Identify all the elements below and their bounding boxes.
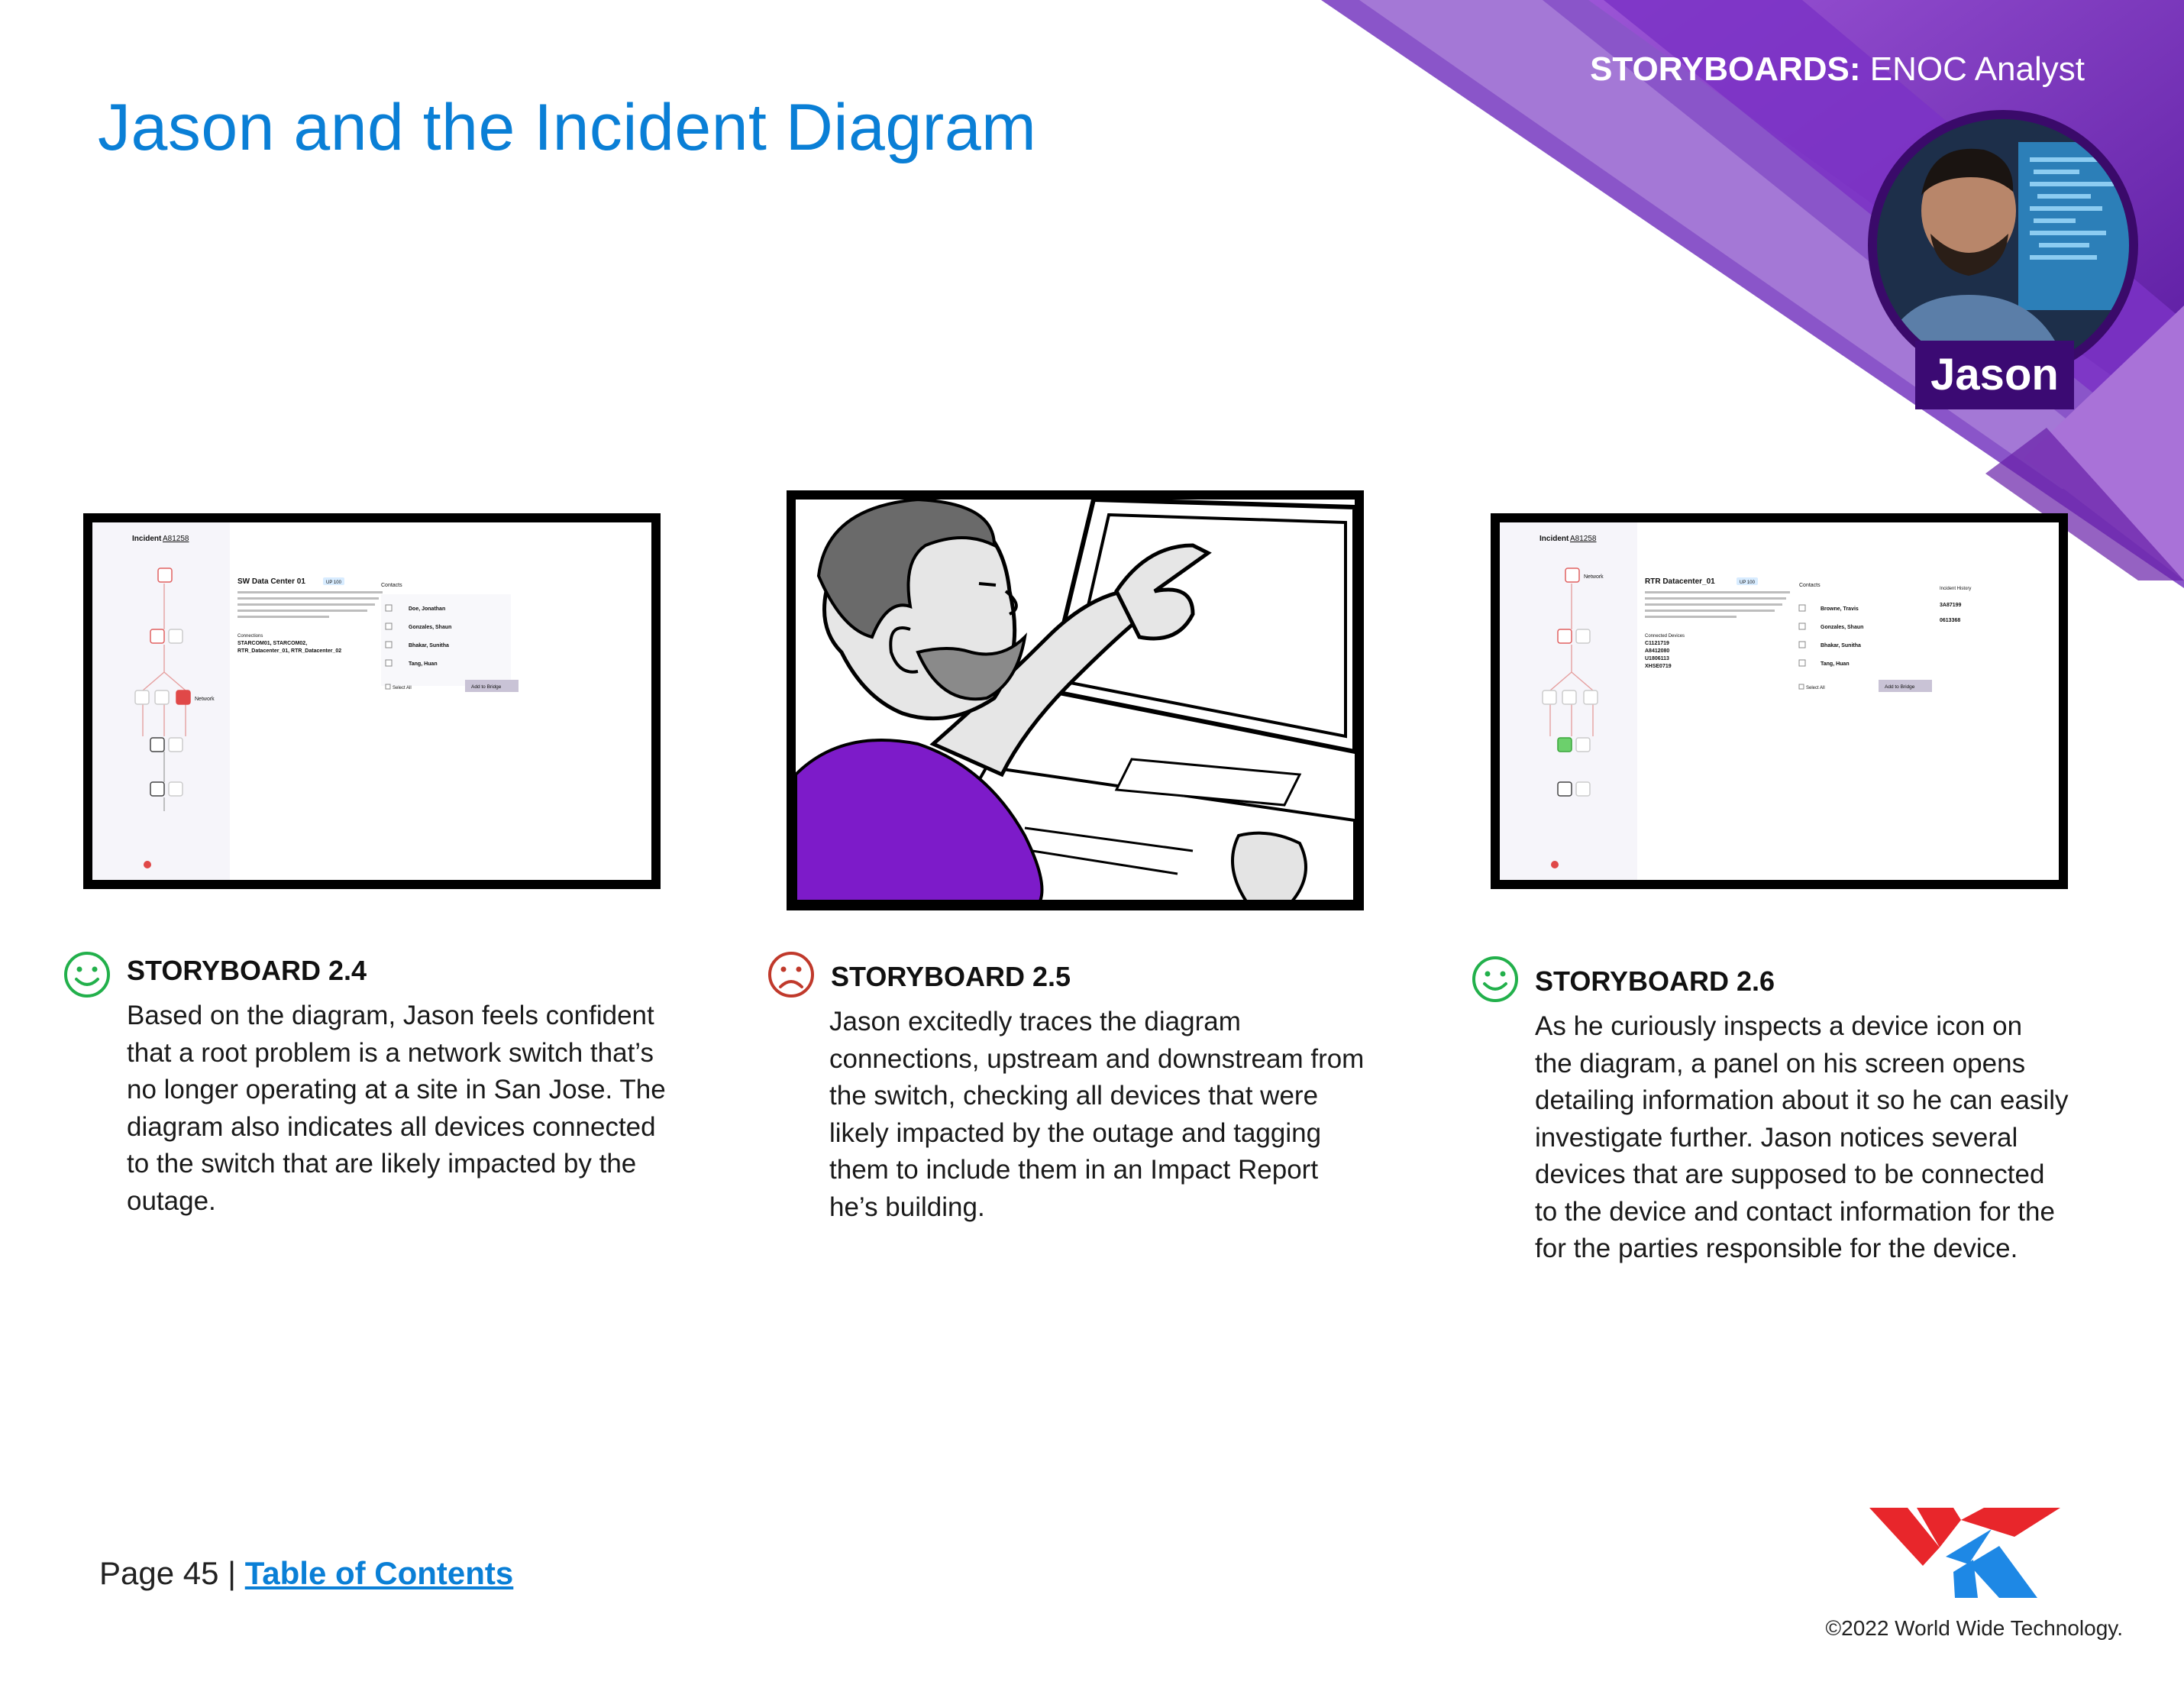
storyboard-1-line: outage. (127, 1185, 216, 1216)
storyboard-2-line: he’s building. (829, 1192, 985, 1222)
storyboard-3-line: detailing information about it so he can easily (1535, 1085, 2069, 1115)
storyboard-3-line: As he curiously inspects a device icon on (1535, 1011, 2023, 1041)
mini-contact-r2: Gonzales, Shaun (1821, 625, 1864, 630)
happy-face-icon (63, 950, 111, 999)
storyboard-3-line: devices that are supposed to be connected (1535, 1159, 2045, 1189)
persona-photo-icon (1877, 119, 2129, 371)
mini-incident-label: Incident (132, 535, 162, 543)
persona-avatar (1868, 110, 2138, 380)
section-label-bold: STORYBOARDS: (1590, 50, 1861, 88)
storyboard-frame-3 (1491, 513, 2068, 889)
mini-connected-devices-label: Connected Devices (1645, 634, 1685, 639)
mini-connections-line2: RTR_Datacenter_01, RTR_Datacenter_02 (237, 648, 342, 654)
storyboard-1-line: to the switch that are likely impacted by the (127, 1149, 637, 1179)
jason-pointing-sketch (796, 500, 1355, 901)
mini-add-bridge-button-2: Add to Bridge (1885, 684, 1915, 690)
mini-node-label: Network (195, 697, 215, 702)
storyboard-body-1 (127, 998, 738, 1220)
wwt-logo-icon (1869, 1503, 2060, 1602)
mini-contact-r4: Tang, Huan (1821, 661, 1850, 667)
mini-incident-id-2: A81258 (1570, 535, 1597, 543)
mini-add-bridge-button: Add to Bridge (471, 684, 502, 690)
mini-history-header: Incident History (1940, 587, 1972, 591)
section-label-rest: ENOC Analyst (1860, 50, 2085, 88)
storyboard-3-line: to the device and contact information for the (1535, 1196, 2055, 1227)
incident-diagram-screenshot (92, 522, 651, 880)
storyboard-2-line: Jason excitedly traces the diagram (829, 1007, 1241, 1036)
mini-device-title-2: RTR Datacenter_01 (1645, 577, 1715, 586)
mini-connections-line1: STARCOM01, STARCOM02, (237, 641, 308, 646)
mini-contact-2: Gonzales, Shaun (409, 625, 452, 630)
mini-device-1: C1121719 (1645, 641, 1669, 646)
storyboard-2-line: them to include them in an Impact Report (829, 1155, 1319, 1185)
mini-history-1: 3A87199 (1940, 603, 1962, 608)
storyboard-title-3: STORYBOARD 2.6 (1535, 965, 1775, 997)
mini-incident-label-2: Incident (1539, 535, 1569, 543)
persona-name-badge: Jason (1915, 341, 2074, 409)
storyboard-frame-1 (83, 513, 661, 889)
section-label (1590, 50, 2085, 89)
storyboard-title-1: STORYBOARD 2.4 (127, 955, 367, 986)
mini-node-label-2: Network (1584, 574, 1604, 580)
storyboard-1-line: no longer operating at a site in San Jose. The (127, 1075, 666, 1104)
mini-contact-3: Bhakar, Sunitha (409, 643, 449, 648)
mini-badge-2: UP 100 (1740, 580, 1755, 585)
storyboard-2-line: the switch, checking all devices that were (829, 1081, 1319, 1111)
storyboard-3-line: investigate further. Jason notices several (1535, 1122, 2018, 1153)
storyboard-title-2: STORYBOARD 2.5 (831, 961, 1071, 992)
storyboard-3-line: the diagram, a panel on his screen opens (1535, 1048, 2026, 1078)
storyboard-frame-2 (787, 490, 1364, 910)
storyboard-body-2 (829, 1004, 1440, 1226)
device-panel-screenshot (1500, 522, 2059, 880)
mini-badge: UP 100 (326, 580, 341, 585)
mini-device-3: U1806113 (1645, 656, 1669, 661)
mini-contact-1: Doe, Jonathan (409, 606, 446, 612)
mini-contacts-header: Contacts (381, 583, 402, 588)
mini-contacts-header-2: Contacts (1799, 583, 1821, 588)
mini-incident-id: A81258 (163, 535, 189, 543)
mini-device-title: SW Data Center 01 (237, 577, 305, 586)
storyboard-2-line: connections, upstream and downstream from (829, 1043, 1365, 1074)
sad-face-icon (767, 950, 816, 999)
happy-face-icon (1471, 955, 1520, 1004)
mini-contact-r3: Bhakar, Sunitha (1821, 643, 1861, 648)
storyboard-1-line: Based on the diagram, Jason feels confident (127, 1001, 654, 1030)
page-title: Jason and the Incident Diagram (98, 91, 1037, 164)
copyright-notice: ©2022 World Wide Technology. (1825, 1616, 2123, 1640)
storyboard-3-line: for the parties responsible for the device. (1535, 1234, 2018, 1263)
storyboard-2-line: likely impacted by the outage and tagging (829, 1117, 1322, 1148)
mini-connections-label: Connections (237, 634, 263, 639)
mini-contact-4: Tang, Huan (409, 661, 438, 667)
mini-select-all-2: Select All (1806, 686, 1825, 690)
page-number-text: Page 45 | (99, 1555, 245, 1591)
mini-select-all: Select All (393, 686, 412, 690)
mini-history-2: 0613368 (1940, 618, 1961, 623)
table-of-contents-link[interactable]: Table of Contents (244, 1555, 514, 1591)
mini-contact-r1: Browne, Travis (1821, 606, 1859, 612)
storyboard-body-3 (1535, 1008, 2161, 1268)
storyboard-1-line: that a root problem is a network switch that’s (127, 1037, 654, 1068)
storyboard-1-line: diagram also indicates all devices connected (127, 1111, 656, 1142)
mini-device-2: A8412080 (1645, 648, 1670, 654)
mini-device-4: XHSE0719 (1645, 664, 1672, 669)
footer-page-number (99, 1555, 513, 1592)
